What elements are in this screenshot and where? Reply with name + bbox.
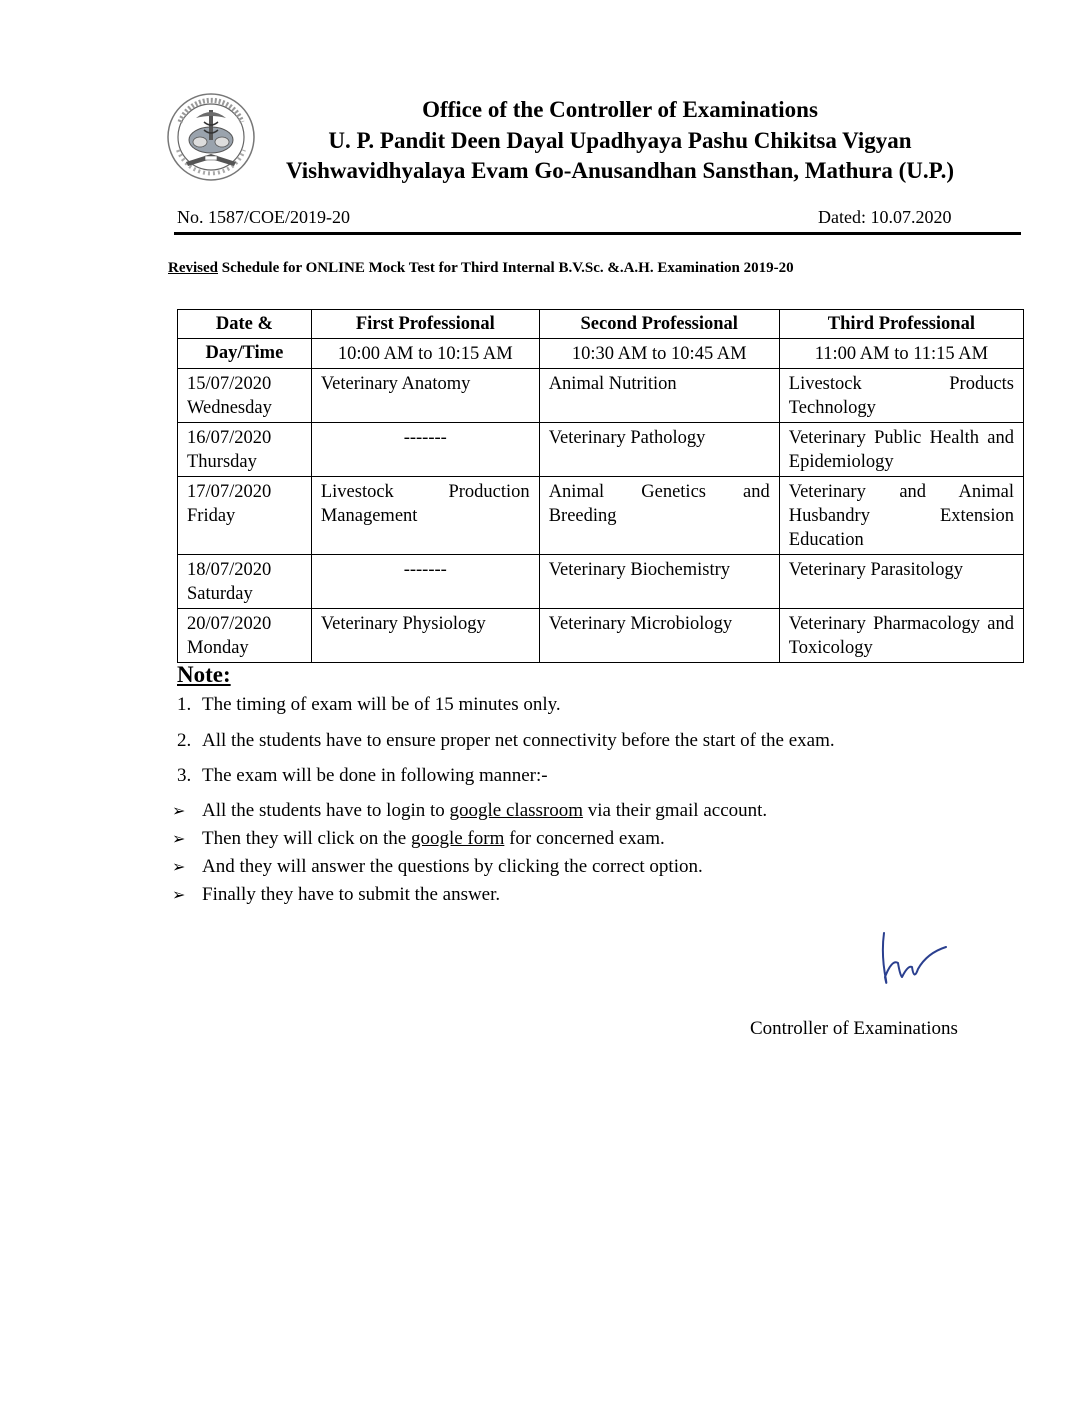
header-line-3: Vishwavidhyalaya Evam Go-Anusandhan Sansthan, Mathura (U.P.) [285, 158, 955, 183]
arrow-bullet-icon: ➢ [172, 801, 186, 820]
reference-number: No. 1587/COE/2019-20 [177, 207, 350, 227]
date-cell [178, 477, 312, 555]
first-cell: ------- [311, 423, 539, 477]
second-cell: Animal Genetics and Breeding [539, 477, 779, 555]
bullet-text: for concerned exam. [504, 828, 665, 849]
note-item [177, 730, 835, 752]
google-form-link[interactable]: google form [410, 828, 505, 849]
subject-revised: Revised [168, 260, 218, 276]
note-item [177, 694, 561, 716]
schedule-table [177, 309, 1024, 663]
header-first-professional: First Professional [311, 310, 539, 339]
time-second: 10:30 AM to 10:45 AM [539, 339, 779, 369]
note-text: The exam will be done in following manner:- [202, 765, 548, 786]
date: 15/07/2020 [187, 374, 272, 394]
table-row [178, 555, 1024, 609]
second-cell: Veterinary Microbiology [539, 609, 779, 663]
note-number: 3. [177, 765, 192, 786]
bullet-item [172, 856, 703, 878]
second-cell: Veterinary Biochemistry [539, 555, 779, 609]
third-cell: Veterinary Public Health and Epidemiology [779, 423, 1023, 477]
first-cell: Veterinary Physiology [311, 609, 539, 663]
table-row [178, 369, 1024, 423]
bullet-text: Then they will click on the [202, 828, 411, 849]
signature-mark [872, 925, 972, 1005]
controller-title: Controller of Examinations [750, 1018, 958, 1039]
third-cell: Veterinary Parasitology [779, 555, 1023, 609]
reference-date: Dated: 10.07.2020 [818, 207, 952, 227]
day: Thursday [187, 452, 257, 472]
header-day-time: Day/Time [178, 339, 312, 369]
header-line-1: Office of the Controller of Examinations [422, 97, 818, 122]
third-cell: Veterinary and Animal Husbandry Extension Education [779, 477, 1023, 555]
third-cell: Veterinary Pharmacology and Toxicology [779, 609, 1023, 663]
note-text: The timing of exam will be of 15 minutes only. [202, 694, 561, 715]
table-time-row [178, 339, 1024, 369]
arrow-bullet-icon: ➢ [172, 829, 186, 848]
subject-text: Schedule for ONLINE Mock Test for Third Internal B.V.Sc. &.A.H. Examination 2019-20 [218, 260, 794, 276]
note-number: 2. [177, 730, 192, 751]
date-cell [178, 369, 312, 423]
note-text: All the students have to ensure proper net connectivity before the start of the exam. [202, 730, 835, 751]
bullet-item [172, 828, 665, 850]
day: Saturday [187, 584, 253, 604]
table-row [178, 609, 1024, 663]
header-divider [174, 232, 1021, 235]
header-third-professional: Third Professional [779, 310, 1023, 339]
table-row [178, 477, 1024, 555]
first-cell: Livestock Production Management [311, 477, 539, 555]
second-cell: Veterinary Pathology [539, 423, 779, 477]
bullet-text: All the students have to login to [202, 800, 450, 821]
date: 17/07/2020 [187, 482, 272, 502]
time-first: 10:00 AM to 10:15 AM [311, 339, 539, 369]
header-date: Date & [178, 310, 312, 339]
bullet-text: Finally they have to submit the answer. [202, 884, 501, 905]
date-cell [178, 555, 312, 609]
second-cell: Animal Nutrition [539, 369, 779, 423]
time-third: 11:00 AM to 11:15 AM [779, 339, 1023, 369]
arrow-bullet-icon: ➢ [172, 857, 186, 876]
subject-line [168, 260, 794, 277]
note-item [177, 765, 548, 787]
third-cell: Livestock Products Technology [779, 369, 1023, 423]
day: Monday [187, 638, 249, 658]
table-header-row [178, 310, 1024, 339]
note-title: Note: [177, 662, 231, 687]
table-row [178, 423, 1024, 477]
day: Friday [187, 506, 236, 526]
arrow-bullet-icon: ➢ [172, 885, 186, 904]
note-number: 1. [177, 694, 192, 715]
bullet-text: via their gmail account. [583, 800, 768, 821]
header-second-professional: Second Professional [539, 310, 779, 339]
date-cell [178, 609, 312, 663]
header-line-2: U. P. Pandit Deen Dayal Upadhyaya Pashu Chikitsa Vigyan [328, 128, 912, 153]
first-cell: ------- [311, 555, 539, 609]
bullet-text: And they will answer the questions by clicking the correct option. [202, 856, 703, 877]
bullet-item [172, 884, 500, 906]
date: 20/07/2020 [187, 614, 272, 634]
bullet-item [172, 800, 767, 822]
date: 18/07/2020 [187, 560, 272, 580]
first-cell: Veterinary Anatomy [311, 369, 539, 423]
google-classroom-link[interactable]: google classroom [449, 800, 584, 821]
date-cell [178, 423, 312, 477]
date: 16/07/2020 [187, 428, 272, 448]
day: Wednesday [187, 398, 272, 418]
